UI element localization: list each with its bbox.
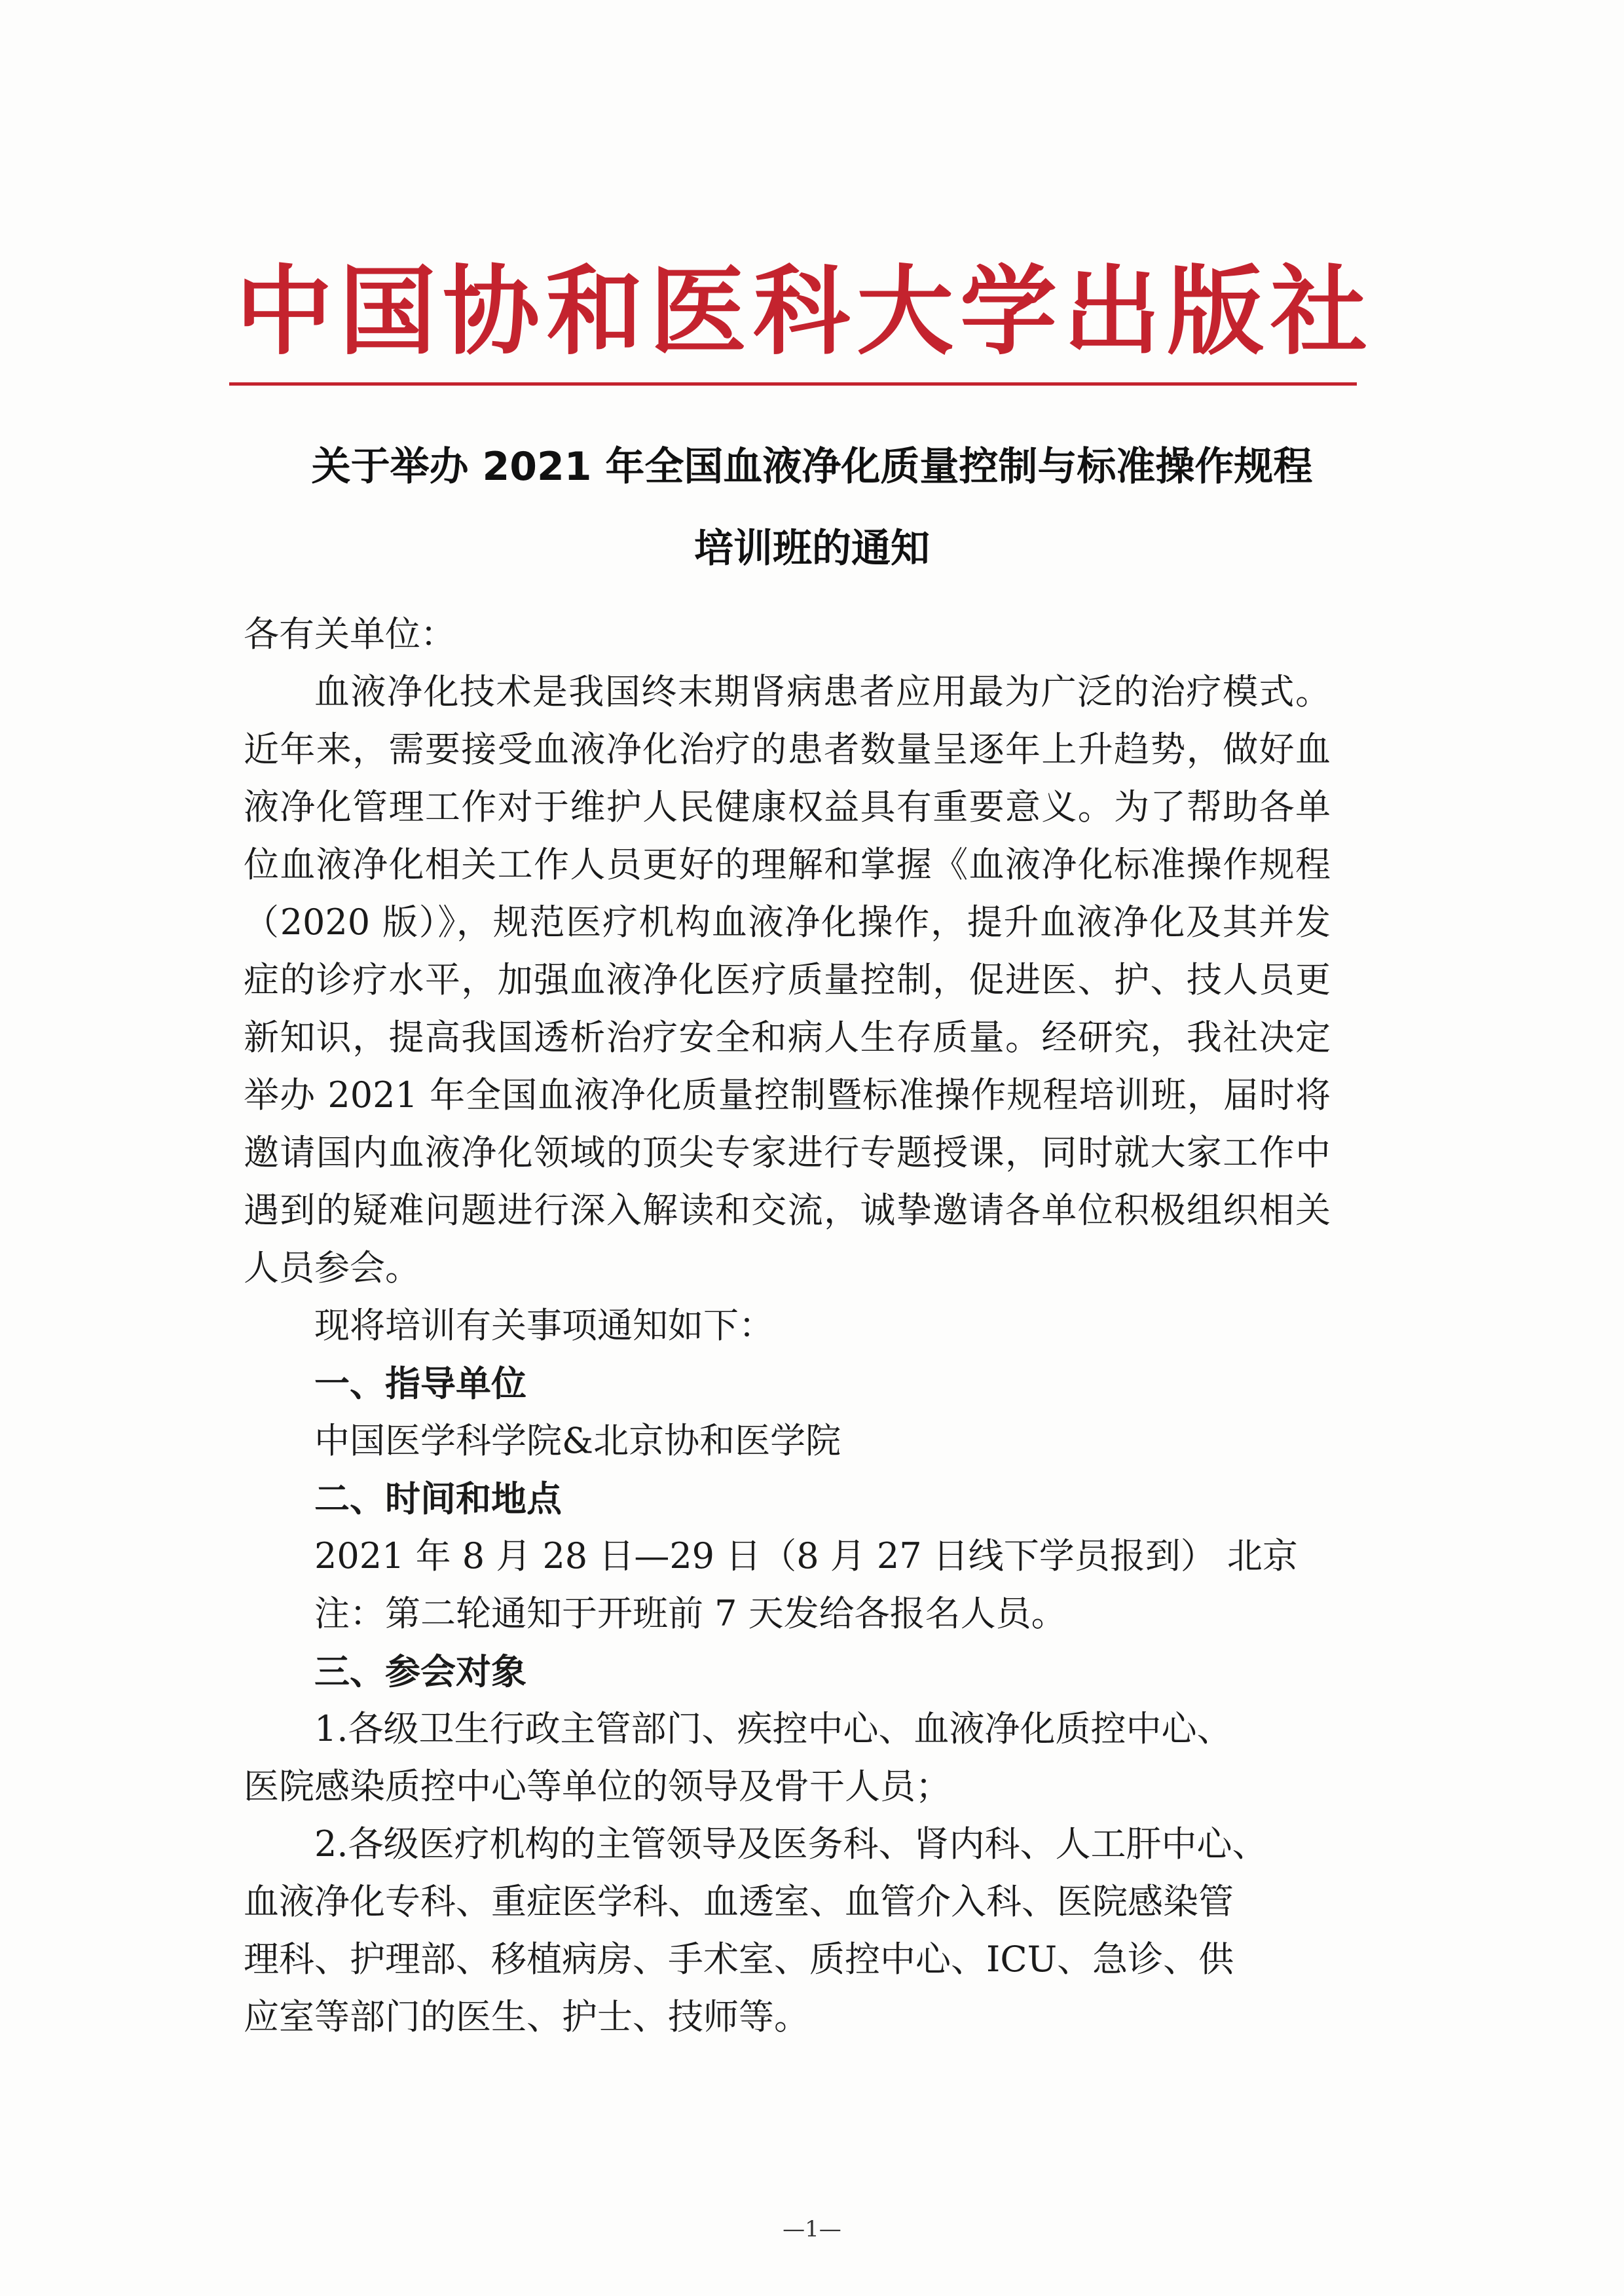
publisher-masthead: 中国协和医科大学出版社 <box>236 254 1374 368</box>
section-3-heading: 三、参会对象 <box>314 1650 526 1692</box>
notice-title-line-2: 培训班的通知 <box>694 526 930 572</box>
notice-title-line-1: 关于举办 2021 年全国血液净化质量控制与标准操作规程 <box>311 444 1313 490</box>
section-3-item-2-line-4: 应室等部门的医生、护士、技师等。 <box>244 1996 809 2037</box>
section-2-note: 注：第二轮通知于开班前 7 天发给各报名人员。 <box>314 1593 1067 1634</box>
intro-paragraph: 血液净化技术是我国终末期肾病患者应用最为广泛的治疗模式。近年来，需要接受血液净化治疗的患者数量呈逐年上升趋势，做好血液净化管理工作对于维护人民健康权益具有重要意义。为了帮助各单位血液净化相关工作人员更好的理解和掌握《血液净化标准操作规程（2020 版）》，规范医疗机构血液净化操作，提升血液净化及其并发症的诊疗水平，加强血液净化医疗质量控制，促进医、护、技人员更新知识，提高我国透析治疗安全和病人生存质量。经研究，我社决定举办 2021 年全国血液净化质量控制暨标准操作规程培训班，届时将邀请国内血液净化领域的顶尖专家进行专题授课，同时就大家工作中遇到的疑难问题进行深入解读和交流，诚挚邀请各单位积极组织相关人员参会。 <box>244 671 1331 1288</box>
masthead-divider <box>229 382 1357 386</box>
section-3-item-2-line-1: 2.各级医疗机构的主管领导及医务科、肾内科、人工肝中心、 <box>314 1823 1268 1865</box>
section-3-item-1-line-1: 1.各级卫生行政主管部门、疾控中心、血液净化质控中心、 <box>314 1708 1232 1749</box>
section-2-content: 2021 年 8 月 28 日—29 日（8 月 27 日线下学员报到） 北京 <box>314 1535 1298 1576</box>
page-number: —1— <box>783 2216 841 2242</box>
section-2-heading: 二、时间和地点 <box>314 1478 562 1520</box>
section-1-content: 中国医学科学院&北京协和医学院 <box>314 1420 841 1461</box>
section-1-heading: 一、指导单位 <box>314 1362 526 1404</box>
section-3-item-2-line-2: 血液净化专科、重症医学科、血透室、血管介入科、医院感染管 <box>244 1881 1234 1922</box>
salutation: 各有关单位： <box>244 613 456 655</box>
notice-intro: 现将培训有关事项通知如下： <box>314 1305 774 1346</box>
section-3-item-1-line-2: 医院感染质控中心等单位的领导及骨干人员； <box>244 1766 951 1807</box>
section-3-item-2-line-3: 理科、护理部、移植病房、手术室、质控中心、ICU、急诊、供 <box>244 1939 1234 1980</box>
